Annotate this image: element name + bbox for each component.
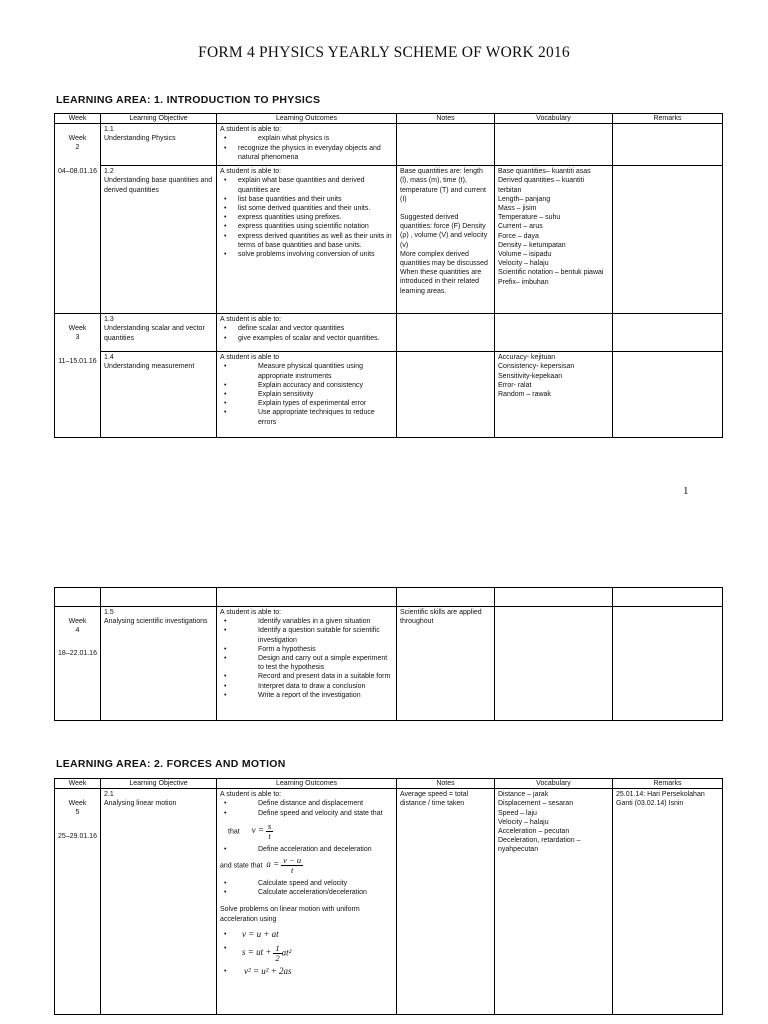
note-text: When these quantities are introduced in their related learning areas. bbox=[400, 269, 482, 295]
vocab-item: Acceleration – pecutan bbox=[498, 828, 570, 836]
velocity-formula: that v = $\frac{s}{t}$ bbox=[228, 820, 272, 841]
vocab-item: Prefix– imbuhan bbox=[498, 278, 549, 286]
learning-area-heading: LEARNING AREA: 1. INTRODUCTION TO PHYSICS bbox=[56, 94, 321, 106]
empty-cell bbox=[55, 588, 101, 607]
week-dates: 11–15.01.16 bbox=[58, 357, 97, 365]
outcome-item: • Define acceleration and deceleration bbox=[224, 845, 393, 854]
outcome-item: • Interpret data to draw a conclusion bbox=[224, 682, 393, 691]
vocab-item: Force – daya bbox=[498, 232, 539, 240]
formula-lead: that bbox=[228, 828, 240, 836]
outcome-item: • Identify variables in a given situation bbox=[224, 617, 393, 626]
page-title: FORM 4 PHYSICS YEARLY SCHEME OF WORK 2016 bbox=[198, 44, 570, 61]
outcome-item: • Define distance and displacement bbox=[224, 799, 393, 808]
outcomes-intro: A student is able to: bbox=[220, 609, 282, 616]
table-row bbox=[55, 124, 723, 166]
week-label: Week bbox=[68, 135, 87, 143]
vocab-item: Deceleration, retardation – nyahpecutan bbox=[498, 837, 581, 854]
outcome-item: • Form a hypothesis bbox=[224, 645, 393, 654]
outcome-item: • Explain sensitivity bbox=[224, 390, 393, 399]
col-week: Week bbox=[55, 114, 101, 124]
objective-code: 1.5 bbox=[104, 609, 114, 616]
outcome-item: • express quantities using scientific notation bbox=[224, 222, 393, 231]
notes-cell bbox=[397, 352, 495, 438]
remarks-cell bbox=[613, 607, 723, 721]
formula-2a: s = ut + bbox=[242, 947, 272, 958]
objective-cell bbox=[101, 166, 217, 314]
notes-cell: Average speed = total distance / time taken bbox=[397, 789, 495, 1015]
page-number: 1 bbox=[683, 485, 689, 497]
remarks-cell bbox=[613, 352, 723, 438]
outcomes-cell bbox=[217, 352, 397, 438]
outcomes-cell bbox=[217, 607, 397, 721]
outcome-item: • recognize the physics in everyday objects and natural phenomena bbox=[224, 144, 393, 162]
acceleration-formula: and state that a = $\frac{v - u}{t}$ bbox=[220, 855, 302, 876]
outcome-item: • Design and carry out a simple experiment to test the hypothesis bbox=[224, 654, 393, 672]
col-notes: Notes bbox=[397, 114, 495, 124]
outcome-item: • express quantities using prefixes. bbox=[224, 213, 393, 222]
table-row bbox=[55, 607, 723, 721]
outcome-item: • Explain types of experimental error bbox=[224, 399, 393, 408]
formula-3: v² = u² + 2as bbox=[244, 966, 292, 977]
vocab-item: Derived quantities – kuantiti terbitan bbox=[498, 177, 584, 194]
table-row bbox=[55, 789, 723, 1015]
week-cell bbox=[55, 789, 101, 1015]
vocab-item: Velocity – halaju bbox=[498, 260, 549, 268]
outcome-item: • Write a report of the investigation bbox=[224, 691, 393, 700]
outcome-item: • solve problems involving conversion of units bbox=[224, 250, 393, 259]
col-remarks: Remarks bbox=[613, 114, 723, 124]
vocab-item: Random – rawak bbox=[498, 391, 551, 399]
vocabulary-cell bbox=[495, 789, 613, 1015]
outcome-item: • express derived quantities as well as their units in terms of base quantities and base units. bbox=[224, 232, 393, 250]
vocab-item: Speed – laju bbox=[498, 809, 537, 817]
week-label: Week bbox=[68, 618, 87, 625]
objective-code: 1.2 bbox=[104, 168, 114, 176]
vocab-item: Mass – jisim bbox=[498, 205, 537, 213]
scheme-table-2 bbox=[54, 587, 723, 721]
week-dates: 18–22.01.16 bbox=[58, 650, 97, 658]
outcomes-cell bbox=[217, 314, 397, 352]
week-dates: 25–29.01.16 bbox=[58, 832, 97, 840]
remarks-cell bbox=[613, 124, 723, 166]
outcomes-cell: A student is able to: • Define distance and displacement • Define speed and velocity and state that that v = $\frac{s}{t}$ • Define acceleration and deceleration and state that a = $\frac{v - u}{t}$ • Calculate speed and velocity • Calculate acceleration/deceleration Solve problems on linear motion with uniform acceleration using • v = u + at • s = ut + $\frac{1}{2}$ at² • v² = u² + 2as bbox=[217, 789, 397, 1015]
week-cell bbox=[55, 314, 101, 438]
remarks-cell: 25.01.14: Hari Persekolahan Ganti (03.02.14) Isnin bbox=[613, 789, 723, 1015]
table-row bbox=[55, 314, 723, 352]
learning-area-heading: LEARNING AREA: 2. FORCES AND MOTION bbox=[56, 758, 286, 770]
outcome-item: • explain what physics is bbox=[224, 134, 393, 143]
objective-cell bbox=[101, 607, 217, 721]
objective-cell bbox=[101, 789, 217, 1015]
vocab-item: Velocity – halaju bbox=[498, 818, 549, 826]
note-text: More complex derived quantities may be discussed bbox=[400, 250, 488, 268]
outcome-item: • Record and present data in a suitable form bbox=[224, 672, 393, 681]
outcome-item: • list some derived quantities and their units. bbox=[224, 204, 393, 213]
scheme-table-3 bbox=[54, 778, 723, 1015]
vocab-item: Distance – jarak bbox=[498, 791, 549, 799]
outcomes-intro: A student is able to: bbox=[220, 168, 282, 176]
vocab-item: Current – arus bbox=[498, 223, 543, 231]
objective-text: Understanding scalar and vector quantities bbox=[104, 325, 205, 342]
empty-cell bbox=[397, 588, 495, 607]
remarks-cell bbox=[613, 166, 723, 314]
objective-text: Analysing linear motion bbox=[104, 800, 177, 808]
note-text: Base quantities are: length (l), mass (m), time (t), temperature (T) and current (I) bbox=[400, 168, 486, 203]
empty-cell bbox=[101, 588, 217, 607]
week-cell bbox=[55, 607, 101, 721]
vocab-item: Accuracy- kejituan bbox=[498, 354, 556, 362]
vocab-item: Volume – isipadu bbox=[498, 251, 552, 259]
week-dates: 04–08.01.16 bbox=[58, 167, 97, 175]
objective-text: Understanding base quantities and derived quantities bbox=[104, 177, 213, 194]
table-row bbox=[55, 352, 723, 438]
formula-1: v = u + at bbox=[242, 928, 279, 939]
formula-2b: at² bbox=[281, 947, 292, 958]
outcomes-intro: A student is able to: bbox=[220, 126, 282, 134]
week-number: 3 bbox=[75, 334, 80, 342]
objective-text: Understanding Physics bbox=[104, 135, 176, 143]
table-header-row bbox=[55, 114, 723, 124]
vocab-item: Base quantities– kuantiti asas bbox=[498, 168, 591, 176]
col-notes: Notes bbox=[397, 779, 495, 789]
week-label: Week bbox=[68, 325, 87, 333]
outcomes-cell bbox=[217, 124, 397, 166]
vocab-item: Displacement – sesaran bbox=[498, 800, 574, 808]
objective-code: 1.4 bbox=[104, 354, 114, 362]
col-remarks: Remarks bbox=[613, 779, 723, 789]
col-week: Week bbox=[55, 779, 101, 789]
week-cell bbox=[55, 124, 101, 314]
objective-text: Understanding measurement bbox=[104, 363, 195, 371]
vocabulary-cell bbox=[495, 607, 613, 721]
empty-cell bbox=[495, 588, 613, 607]
objective-code: 2.1 bbox=[104, 791, 114, 799]
outcomes-intro: A student is able to: bbox=[220, 316, 282, 324]
objective-cell bbox=[101, 124, 217, 166]
formula-lead: and state that bbox=[220, 862, 263, 870]
objective-cell bbox=[101, 352, 217, 438]
objective-cell bbox=[101, 314, 217, 352]
week-number: 5 bbox=[75, 809, 80, 817]
col-objective: Learning Objective bbox=[101, 114, 217, 124]
objective-code: 1.1 bbox=[104, 126, 114, 134]
vocab-item: Temperature – suhu bbox=[498, 214, 561, 222]
outcome-item: • Calculate acceleration/deceleration bbox=[224, 888, 393, 897]
outcome-item: • define scalar and vector quantities bbox=[224, 324, 393, 333]
scheme-table-1 bbox=[54, 113, 723, 438]
notes-cell: Scientific skills are applied throughout bbox=[397, 607, 495, 721]
remarks-cell bbox=[613, 314, 723, 352]
vocab-item: Error- ralat bbox=[498, 381, 532, 389]
note-text: Suggested derived quantities: force (F) Density (ρ) , volume (V) and velocity (v) bbox=[400, 214, 488, 249]
outcome-item: • Explain accuracy and consistency bbox=[224, 381, 393, 390]
outcome-item: • Calculate speed and velocity bbox=[224, 879, 393, 888]
col-outcomes: Learning Outcomes bbox=[217, 779, 397, 789]
outcomes-cell bbox=[217, 166, 397, 314]
solve-text: Solve problems on linear motion with uniform acceleration using bbox=[220, 906, 360, 923]
vocabulary-cell bbox=[495, 352, 613, 438]
outcomes-intro: A student is able to: bbox=[220, 791, 282, 799]
col-outcomes: Learning Outcomes bbox=[217, 114, 397, 124]
notes-cell bbox=[397, 124, 495, 166]
week-label: Week bbox=[68, 800, 87, 808]
vocabulary-cell bbox=[495, 314, 613, 352]
vocab-item: Density – ketumpatan bbox=[498, 241, 566, 249]
vocab-item: Sensitivity-kepekaan bbox=[498, 372, 563, 380]
col-vocabulary: Vocabulary bbox=[495, 114, 613, 124]
outcome-item: • give examples of scalar and vector quantities. bbox=[224, 334, 393, 343]
vocab-item: Length– panjang bbox=[498, 195, 551, 203]
outcome-item: • explain what base quantities and derived quantities are bbox=[224, 176, 393, 194]
table-header-row bbox=[55, 779, 723, 789]
objective-code: 1.3 bbox=[104, 316, 114, 324]
col-objective: Learning Objective bbox=[101, 779, 217, 789]
week-number: 4 bbox=[75, 627, 80, 635]
vocab-item: Scientific notation – bentuk piawai bbox=[498, 269, 604, 277]
empty-cell bbox=[217, 588, 397, 607]
outcome-item: • Define speed and velocity and state that bbox=[224, 809, 393, 818]
table-row bbox=[55, 166, 723, 314]
outcomes-intro: A student is able to bbox=[220, 354, 280, 362]
outcome-item: • Identify a question suitable for scientific investigation bbox=[224, 626, 393, 644]
objective-text: Analysing scientific investigations bbox=[104, 618, 208, 626]
notes-cell bbox=[397, 314, 495, 352]
outcome-item: • Measure physical quantities using appropriate instruments bbox=[224, 362, 393, 380]
vocab-item: Consistency- kepersisan bbox=[498, 363, 575, 371]
notes-cell bbox=[397, 166, 495, 314]
empty-cell bbox=[613, 588, 723, 607]
outcome-item: • list base quantities and their units bbox=[224, 195, 393, 204]
week-number: 2 bbox=[75, 144, 80, 152]
outcome-item: • Use appropriate techniques to reduce errors bbox=[224, 408, 393, 426]
vocabulary-cell bbox=[495, 166, 613, 314]
vocabulary-cell bbox=[495, 124, 613, 166]
table-row bbox=[55, 588, 723, 607]
col-vocabulary: Vocabulary bbox=[495, 779, 613, 789]
